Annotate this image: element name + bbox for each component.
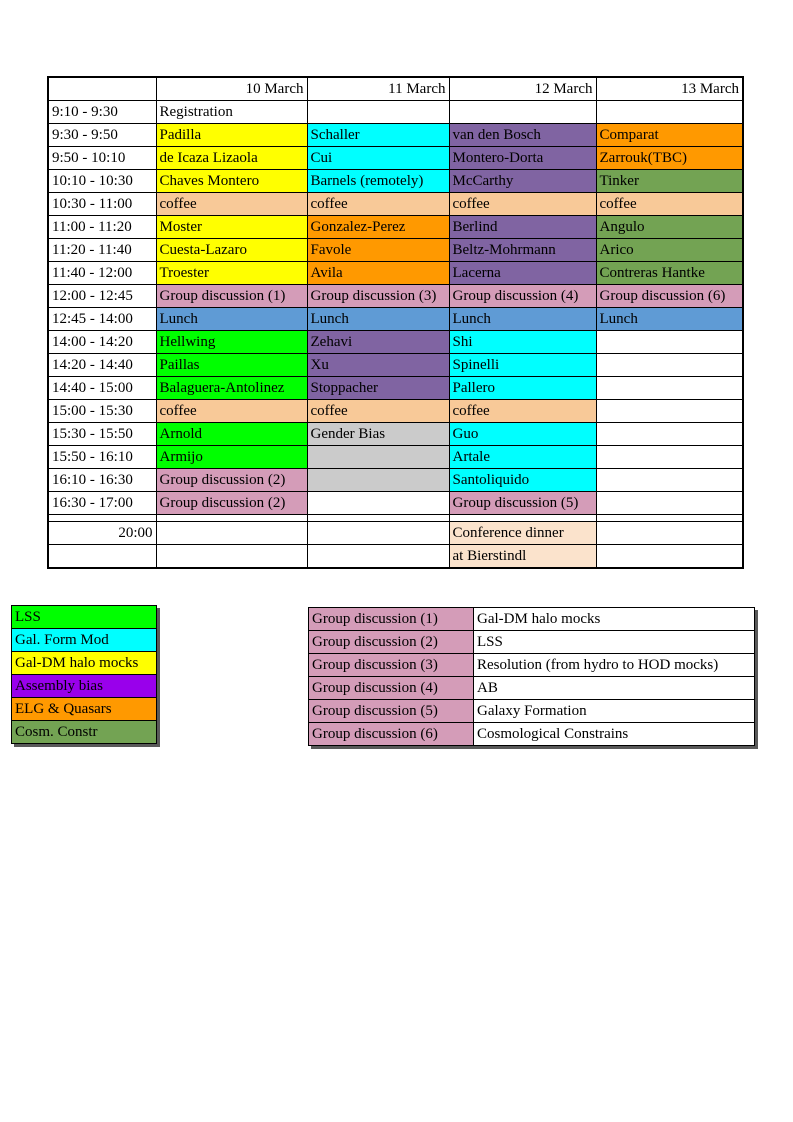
schedule-row: [48, 308, 743, 331]
discussion-label-cell: Group discussion (1): [309, 608, 474, 631]
session-cell: Zehavi: [307, 331, 449, 354]
session-cell: Cuesta-Lazaro: [156, 239, 307, 262]
session-cell: Artale: [449, 446, 596, 469]
discussion-topic-cell: Cosmological Constrains: [474, 723, 755, 746]
time-slot-cell: 14:00 - 14:20: [48, 331, 156, 354]
legend-row: [12, 606, 157, 629]
session-cell: Group discussion (2): [156, 492, 307, 515]
session-cell: Group discussion (2): [156, 469, 307, 492]
discussion-topic-cell: LSS: [474, 631, 755, 654]
discussion-label-cell: Group discussion (3): [309, 654, 474, 677]
schedule-row: [48, 469, 743, 492]
discussion-key-row: [309, 677, 755, 700]
legend-swatch-cell: Gal-DM halo mocks: [12, 652, 157, 675]
legend-swatch-cell: ELG & Quasars: [12, 698, 157, 721]
session-cell: de Icaza Lizaola: [156, 147, 307, 170]
legend-row: [12, 698, 157, 721]
session-cell: Montero-Dorta: [449, 147, 596, 170]
schedule-row: [48, 446, 743, 469]
session-cell: [596, 101, 743, 124]
session-cell: Cui: [307, 147, 449, 170]
session-cell: Avila: [307, 262, 449, 285]
schedule-row: [48, 285, 743, 308]
schedule-row: [48, 400, 743, 423]
session-cell: Group discussion (4): [449, 285, 596, 308]
session-cell: [156, 522, 307, 545]
session-cell: [307, 446, 449, 469]
discussion-label-cell: Group discussion (2): [309, 631, 474, 654]
schedule-row: [48, 170, 743, 193]
session-cell: Lunch: [449, 308, 596, 331]
session-cell: Shi: [449, 331, 596, 354]
session-cell: Contreras Hantke: [596, 262, 743, 285]
schedule-row: [48, 193, 743, 216]
date-header-12-march: 12 March: [449, 77, 596, 101]
schedule-row: [48, 124, 743, 147]
session-cell: Group discussion (5): [449, 492, 596, 515]
session-cell: coffee: [449, 193, 596, 216]
session-cell: [307, 522, 449, 545]
legend-table: [11, 605, 157, 744]
session-cell: Favole: [307, 239, 449, 262]
session-cell: coffee: [307, 193, 449, 216]
legend-row: [12, 629, 157, 652]
schedule-row: [48, 354, 743, 377]
session-cell: Lunch: [307, 308, 449, 331]
schedule-row: [48, 239, 743, 262]
time-slot-cell: 9:50 - 10:10: [48, 147, 156, 170]
discussion-label-cell: Group discussion (6): [309, 723, 474, 746]
session-cell: Group discussion (1): [156, 285, 307, 308]
time-slot-cell: [48, 545, 156, 569]
schedule-row: [48, 423, 743, 446]
session-cell: [596, 446, 743, 469]
session-cell: [596, 469, 743, 492]
discussion-key-row: [309, 608, 755, 631]
time-slot-cell: 20:00: [48, 522, 156, 545]
session-cell: Barnels (remotely): [307, 170, 449, 193]
time-slot-cell: 16:30 - 17:00: [48, 492, 156, 515]
spacer-cell: [596, 515, 743, 522]
session-cell: Lacerna: [449, 262, 596, 285]
session-cell: [596, 354, 743, 377]
time-slot-cell: 10:10 - 10:30: [48, 170, 156, 193]
session-cell: Berlind: [449, 216, 596, 239]
session-cell: Hellwing: [156, 331, 307, 354]
discussions-key-table: [308, 607, 755, 746]
discussions-body: [309, 608, 755, 746]
session-cell: [307, 469, 449, 492]
session-cell: [156, 545, 307, 569]
session-cell: Lunch: [596, 308, 743, 331]
discussion-key-row: [309, 631, 755, 654]
schedule-row: [48, 147, 743, 170]
session-cell: van den Bosch: [449, 124, 596, 147]
time-slot-cell: 12:45 - 14:00: [48, 308, 156, 331]
session-cell: at Bierstindl: [449, 545, 596, 569]
session-cell: Padilla: [156, 124, 307, 147]
session-cell: [596, 545, 743, 569]
time-slot-cell: 12:00 - 12:45: [48, 285, 156, 308]
session-cell: coffee: [307, 400, 449, 423]
session-cell: Pallero: [449, 377, 596, 400]
session-cell: Paillas: [156, 354, 307, 377]
session-cell: [307, 101, 449, 124]
spacer-cell: [307, 515, 449, 522]
time-slot-cell: 16:10 - 16:30: [48, 469, 156, 492]
legend-row: [12, 675, 157, 698]
session-cell: [449, 101, 596, 124]
schedule-row: [48, 492, 743, 515]
session-cell: Gender Bias: [307, 423, 449, 446]
session-cell: Registration: [156, 101, 307, 124]
session-cell: Group discussion (6): [596, 285, 743, 308]
session-cell: Zarrouk(TBC): [596, 147, 743, 170]
session-cell: [307, 545, 449, 569]
schedule-section: [47, 76, 744, 569]
session-cell: [596, 331, 743, 354]
session-cell: Lunch: [156, 308, 307, 331]
time-slot-cell: 14:20 - 14:40: [48, 354, 156, 377]
schedule-row: [48, 522, 743, 545]
schedule-table: [47, 76, 744, 569]
time-slot-cell: 11:20 - 11:40: [48, 239, 156, 262]
legend-body: [12, 606, 157, 744]
session-cell: Chaves Montero: [156, 170, 307, 193]
legend-swatch-cell: Cosm. Constr: [12, 721, 157, 744]
session-cell: Conference dinner: [449, 522, 596, 545]
time-slot-cell: 9:10 - 9:30: [48, 101, 156, 124]
session-cell: [596, 492, 743, 515]
date-header-11-march: 11 March: [307, 77, 449, 101]
session-cell: [596, 522, 743, 545]
time-slot-cell: 11:40 - 12:00: [48, 262, 156, 285]
session-cell: Tinker: [596, 170, 743, 193]
spacer-cell: [48, 515, 156, 522]
session-cell: [596, 377, 743, 400]
discussion-key-row: [309, 654, 755, 677]
legend-row: [12, 652, 157, 675]
discussion-label-cell: Group discussion (5): [309, 700, 474, 723]
discussion-key-row: [309, 723, 755, 746]
discussion-topic-cell: Gal-DM halo mocks: [474, 608, 755, 631]
schedule-header-row: [48, 77, 743, 101]
discussion-label-cell: Group discussion (4): [309, 677, 474, 700]
schedule-row: [48, 331, 743, 354]
session-cell: Schaller: [307, 124, 449, 147]
discussion-topic-cell: Resolution (from hydro to HOD mocks): [474, 654, 755, 677]
session-cell: Arico: [596, 239, 743, 262]
session-cell: coffee: [449, 400, 596, 423]
spacer-cell: [156, 515, 307, 522]
schedule-row: [48, 216, 743, 239]
legend-swatch-cell: Gal. Form Mod: [12, 629, 157, 652]
time-slot-cell: 15:30 - 15:50: [48, 423, 156, 446]
session-cell: Xu: [307, 354, 449, 377]
session-cell: [596, 423, 743, 446]
time-slot-cell: 14:40 - 15:00: [48, 377, 156, 400]
session-cell: Gonzalez-Perez: [307, 216, 449, 239]
corner-cell: [48, 77, 156, 101]
session-cell: Angulo: [596, 216, 743, 239]
session-cell: Comparat: [596, 124, 743, 147]
legend-row: [12, 721, 157, 744]
discussions-key-section: [308, 607, 755, 746]
session-cell: Guo: [449, 423, 596, 446]
schedule-row: [48, 377, 743, 400]
schedule-row: [48, 262, 743, 285]
session-cell: Stoppacher: [307, 377, 449, 400]
discussion-topic-cell: Galaxy Formation: [474, 700, 755, 723]
time-slot-cell: 10:30 - 11:00: [48, 193, 156, 216]
session-cell: Balaguera-Antolinez: [156, 377, 307, 400]
discussion-key-row: [309, 700, 755, 723]
session-cell: Group discussion (3): [307, 285, 449, 308]
spacer-cell: [449, 515, 596, 522]
spacer-row: [48, 515, 743, 522]
session-cell: coffee: [156, 193, 307, 216]
session-cell: coffee: [156, 400, 307, 423]
time-slot-cell: 15:50 - 16:10: [48, 446, 156, 469]
session-cell: [307, 492, 449, 515]
legend-swatch-cell: LSS: [12, 606, 157, 629]
schedule-body: [48, 77, 743, 568]
schedule-row: [48, 101, 743, 124]
session-cell: Moster: [156, 216, 307, 239]
session-cell: Armijo: [156, 446, 307, 469]
session-cell: Beltz-Mohrmann: [449, 239, 596, 262]
session-cell: McCarthy: [449, 170, 596, 193]
session-cell: Spinelli: [449, 354, 596, 377]
time-slot-cell: 15:00 - 15:30: [48, 400, 156, 423]
time-slot-cell: 11:00 - 11:20: [48, 216, 156, 239]
session-cell: [596, 400, 743, 423]
session-cell: Troester: [156, 262, 307, 285]
legend-section: [11, 605, 157, 744]
date-header-10-march: 10 March: [156, 77, 307, 101]
session-cell: Arnold: [156, 423, 307, 446]
session-cell: Santoliquido: [449, 469, 596, 492]
date-header-13-march: 13 March: [596, 77, 743, 101]
session-cell: coffee: [596, 193, 743, 216]
time-slot-cell: 9:30 - 9:50: [48, 124, 156, 147]
schedule-row: [48, 545, 743, 569]
discussion-topic-cell: AB: [474, 677, 755, 700]
legend-swatch-cell: Assembly bias: [12, 675, 157, 698]
